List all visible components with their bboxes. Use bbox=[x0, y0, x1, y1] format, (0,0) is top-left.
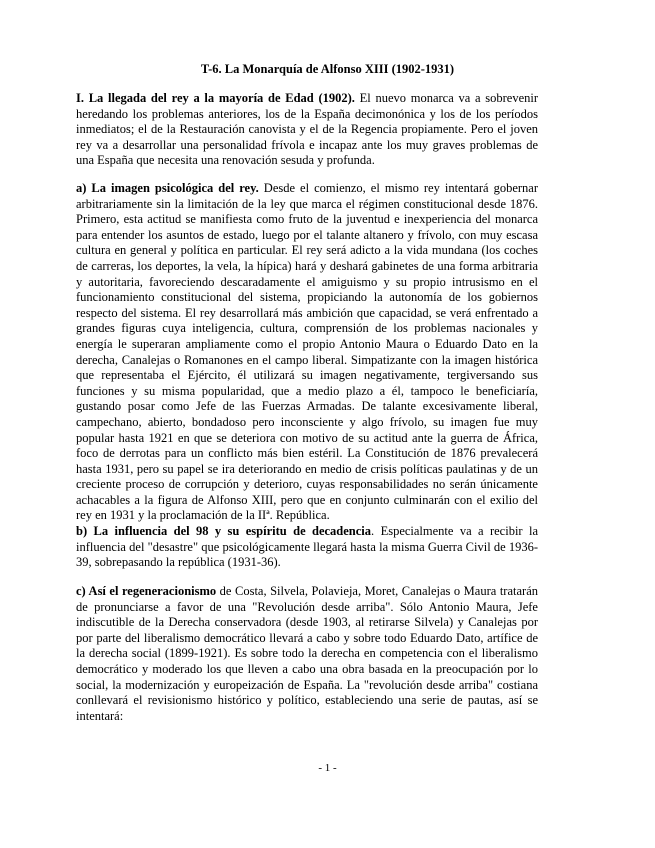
section-paragraph bbox=[76, 181, 538, 524]
section-text: . Especialmente va a recibir la influencia del "desastre" que psicológicamente llegará hasta la misma Guerra Civil de 1936-39, sobrepasando la república (1931-36). bbox=[76, 524, 538, 570]
section-paragraph bbox=[76, 524, 538, 571]
page-number: - 1 - bbox=[318, 762, 337, 774]
section-text: El nuevo monarca va a sobrevenir heredando los problemas anteriores, los de la España decimonónica y los de los períodos inmediatos; el de la Restauración canovista y el de la Regencia propiamente. Pero el joven rey va a desarrollar una personalidad frívola e incapaz ante los muy graves problemas de una España que necesita una renovación sesuda y profunda. bbox=[76, 91, 539, 168]
section-text: de Costa, Silvela, Polavieja, Moret, Canalejas o Maura tratarán de pronunciarse a favor de una "Revolución desde arriba". Sólo Antonio Maura, Jefe indiscutible de la Derecha conservadora (desde 1903, al retirarse Silvela) y Canalejas por por parte del liberalismo democrático llevará a cabo y sobre todo Eduardo Dato, artífice de la derecha social (1899-1921). Es sobre todo la derecha en competencia con el liberalismo democrático y moderado los que lleven a cabo una obra basada en la preocupación por lo social, la modernización y europeización de España. La "revolución desde arriba" costiana conllevará el revisionismo histórico y político, estableciendo una serie de pautas, así se intentará: bbox=[76, 584, 538, 723]
section-heading: c) Así el regeneracionismo bbox=[76, 584, 217, 598]
section-heading: I. La llegada del rey a la mayoría de Edad (1902). bbox=[76, 91, 355, 105]
page-title: T-6. La Monarquía de Alfonso XIII (1902-1931) bbox=[200, 62, 455, 76]
section-paragraph bbox=[76, 584, 538, 724]
section-paragraph bbox=[76, 91, 538, 169]
section-heading: b) La influencia del 98 y su espíritu de decadencia bbox=[76, 524, 372, 538]
section-text: Desde el comienzo, el mismo rey intentará gobernar arbitrariamente sin la limitación de la ley que marca el régimen constitucional desde 1876. Primero, esta actitud se manifiesta como fruto de la juventud e inexperiencia del monarca para entender los asuntos de estado, luego por el talante altanero y frívolo, con muy escasa cultura en general y política en particular. El rey será adicto a la vida mundana (los coches de carreras, los deportes, la vela, la hípica) hará y deshará gabinetes de una forma arbitraria y autoritaria, favoreciendo descaradamente el amiguismo y su propio intrusismo en el funcionamiento constitucional del sistema, propiciando la autonomía de los gobiernos respecto del sistema. El rey desarrollará más ambición que capacidad, se verá enfrentado a grandes figuras cuya inteligencia, cultura, comprensión de los problemas nacionales y energía le superaran ampliamente como el propio Antonio Maura o Eduardo Dato en la derecha, Canalejas o Romanones en el campo liberal. Simpatizante con la imagen histórica que representaba el Ejército, él utilizará su imagen negativamente, tergiversando sus funciones y su misma popularidad, que a medio plazo a él, tampoco le beneficiaría, gustando posar como Jefe de las Fuerzas Armadas. De talante excesivamente liberal, campechano, abierto, bondadoso pero inconsciente y algo frívolo, su imagen fue muy popular hasta 1921 en que se deteriora con motivo de su actitud ante la guerra de África, foco de derrotas para un conflicto más bien estéril. La Constitución de 1876 prevalecerá hasta 1931, pero su papel se ira deteriorando en medio de crisis políticas paulatinas y de un creciente proceso de corrupción y deterioro, cuyas responsabilidades no serán únicamente achacables a la figura de Alfonso XIII, pero que en conjunto culminarán con el exilio del rey en 1931 y la proclamación de la IIª. República. bbox=[76, 181, 538, 523]
section-heading: a) La imagen psicológica del rey. bbox=[76, 181, 259, 195]
